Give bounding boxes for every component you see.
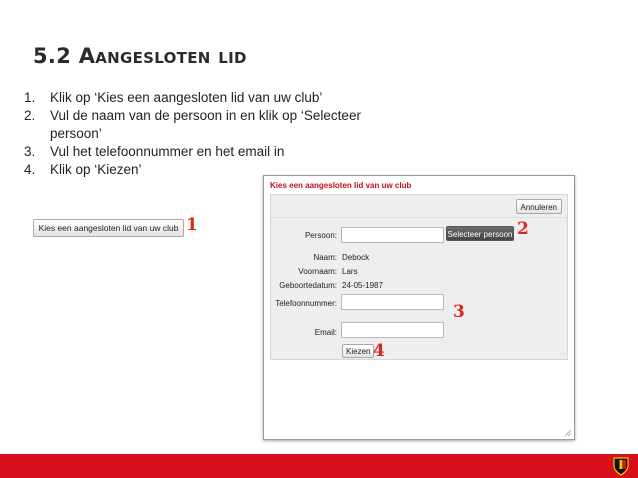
- callout-4: 4: [373, 341, 385, 361]
- kies-aangesloten-lid-button[interactable]: Kies een aangesloten lid van uw club: [33, 219, 184, 237]
- instruction-list: [24, 89, 414, 179]
- persoon-label: Persoon:: [304, 231, 337, 240]
- voornaam-value: Lars: [342, 267, 358, 276]
- email-input[interactable]: [341, 322, 444, 338]
- telefoon-input[interactable]: [341, 294, 444, 310]
- persoon-input[interactable]: [341, 227, 444, 243]
- step-text: Vul het telefoonnummer en het email in: [50, 144, 285, 159]
- step-number: 3.: [24, 144, 36, 159]
- footer-bar: [0, 454, 638, 478]
- instruction-step: [24, 143, 414, 161]
- step-text: Vul de naam van de persoon in en klik op ‘Selecteer persoon’: [50, 108, 361, 141]
- kiezen-button[interactable]: Kiezen: [342, 344, 374, 358]
- geboortedatum-value: 24-05-1987: [342, 281, 383, 290]
- instruction-step: [24, 107, 414, 143]
- naam-value: Debock: [342, 253, 370, 262]
- resize-grip-icon[interactable]: [564, 429, 571, 436]
- telefoon-label: Telefoonnummer:: [275, 299, 337, 308]
- dialog-title: Kies een aangesloten lid van uw club: [270, 181, 412, 190]
- page-title: 5.2 Aangesloten lid: [33, 44, 247, 68]
- select-member-dialog: [263, 175, 575, 440]
- callout-1: 1: [186, 215, 198, 235]
- dialog-toolbar: [271, 195, 567, 218]
- step-number: 4.: [24, 162, 36, 177]
- step-text: Klik op ‘Kiezen’: [50, 162, 142, 177]
- voornaam-label: Voornaam:: [298, 267, 337, 276]
- step-number: 2.: [24, 108, 36, 123]
- belgian-crest-icon: [612, 456, 630, 476]
- callout-3: 3: [453, 302, 465, 322]
- instruction-step: [24, 89, 414, 107]
- step-number: 1.: [24, 90, 36, 105]
- step-text: Klik op ‘Kies een aangesloten lid van uw club’: [50, 90, 323, 105]
- email-label: Email:: [314, 328, 337, 337]
- annuleren-button[interactable]: Annuleren: [516, 199, 562, 214]
- selecteer-persoon-button[interactable]: Selecteer persoon: [446, 226, 514, 241]
- callout-2: 2: [517, 219, 529, 239]
- naam-label: Naam:: [313, 253, 337, 262]
- geboortedatum-label: Geboortedatum:: [279, 281, 337, 290]
